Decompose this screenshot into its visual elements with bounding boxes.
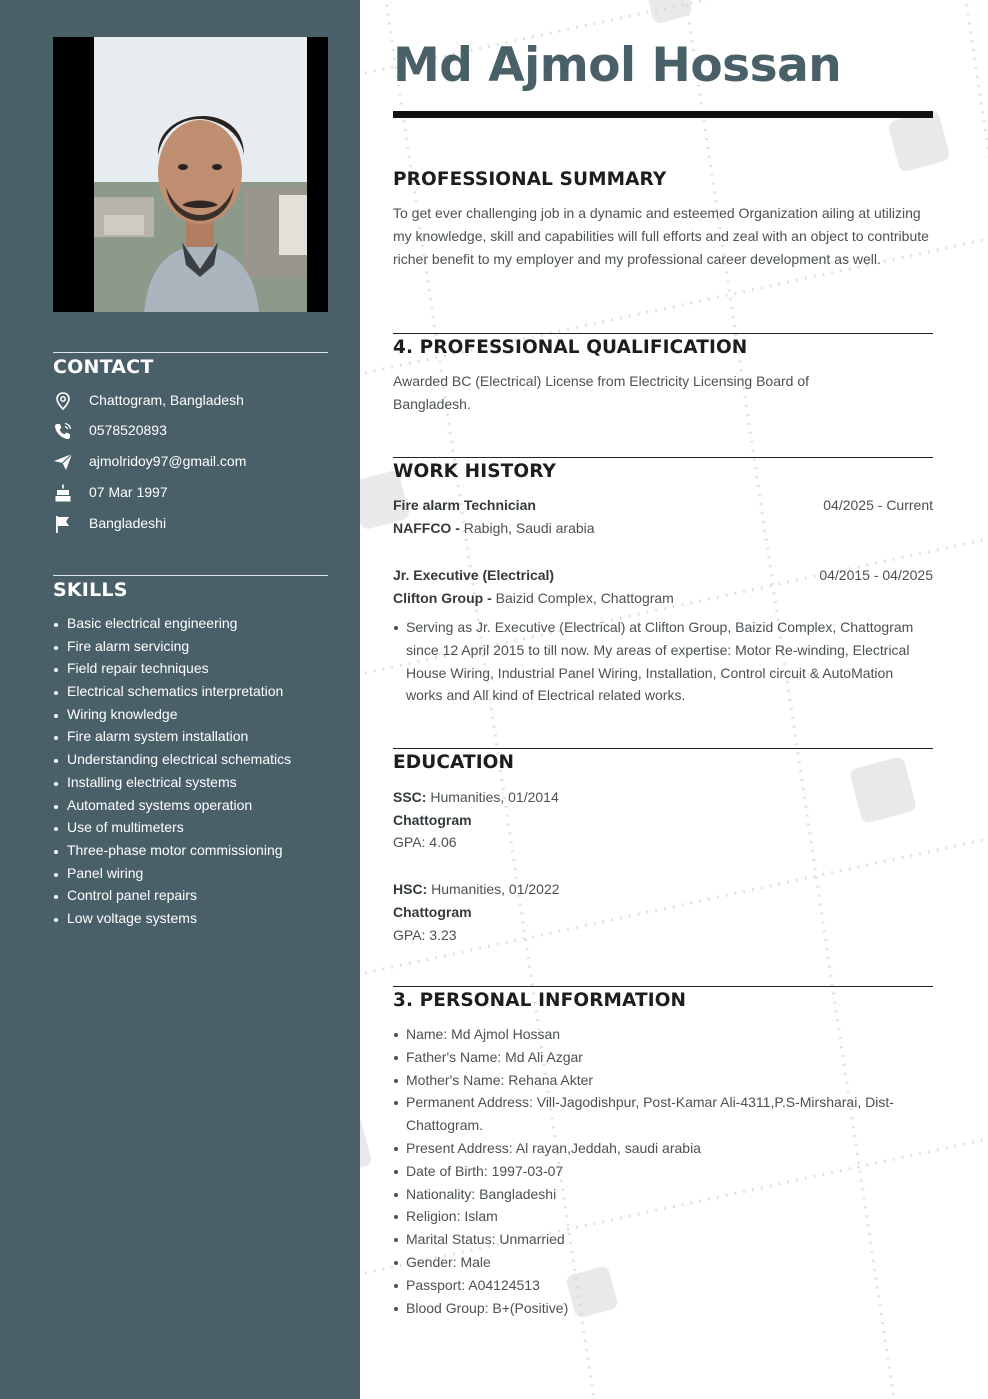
company-name: NAFFCO - bbox=[393, 520, 460, 536]
education-detail: Humanities, 01/2022 bbox=[431, 881, 560, 897]
list-item: Religion: Islam bbox=[393, 1205, 923, 1228]
list-item: Name: Md Ajmol Hossan bbox=[393, 1023, 923, 1046]
list-item: Control panel repairs bbox=[53, 885, 291, 908]
list-item: Gender: Male bbox=[393, 1251, 923, 1274]
skills-divider bbox=[53, 575, 328, 576]
qualification-heading: 4. PROFESSIONAL QUALIFICATION bbox=[393, 337, 748, 358]
education-gpa: GPA: 3.23 bbox=[393, 927, 457, 943]
education-level: HSC: bbox=[393, 881, 428, 897]
contact-birthdate bbox=[53, 482, 333, 504]
list-item: Mother's Name: Rehana Akter bbox=[393, 1069, 923, 1092]
list-item: Permanent Address: Vill-Jagodishpur, Post-Kamar Ali-4311,P.S-Mirsharai, Dist-Chattogram. bbox=[393, 1091, 923, 1137]
job-dates: 04/2015 - 04/2025 bbox=[819, 567, 933, 583]
contact-email bbox=[53, 451, 333, 473]
job-dates: 04/2025 - Current bbox=[823, 497, 933, 513]
education-divider bbox=[393, 748, 933, 749]
list-item: Three-phase motor commissioning bbox=[53, 840, 291, 863]
education-entry bbox=[393, 787, 559, 807]
education-place: Chattogram bbox=[393, 904, 472, 920]
sidebar bbox=[0, 0, 360, 1399]
list-item: Present Address: Al rayan,Jeddah, saudi arabia bbox=[393, 1137, 923, 1160]
contact-email-text: ajmolridoy97@gmail.com bbox=[89, 453, 247, 469]
profile-photo bbox=[53, 37, 328, 312]
qualification-text: Awarded BC (Electrical) License from Electricity Licensing Board of Bangladesh. bbox=[393, 373, 810, 412]
job-title: Jr. Executive (Electrical) bbox=[393, 567, 555, 583]
list-item: Passport: A04124513 bbox=[393, 1274, 923, 1297]
summary-heading: PROFESSIONAL SUMMARY bbox=[393, 169, 667, 190]
summary-text: To get ever challenging job in a dynamic and esteemed Organization ailing at utilizing my knowledge, skill and capabilities will full efforts and zeal with an object to contribute richer benefit to my employer and my professional career development as well. bbox=[393, 205, 929, 267]
skills-list bbox=[53, 613, 291, 931]
list-item: Father's Name: Md Ali Azgar bbox=[393, 1046, 923, 1069]
list-item: Electrical schematics interpretation bbox=[53, 681, 291, 704]
contact-heading: CONTACT bbox=[53, 356, 154, 378]
job-employer bbox=[393, 588, 674, 608]
education-level: SSC: bbox=[393, 789, 427, 805]
contact-nationality-text: Bangladeshi bbox=[89, 515, 167, 531]
qualification-divider bbox=[393, 333, 933, 334]
candidate-name: Md Ajmol Hossan bbox=[393, 38, 842, 93]
contact-divider bbox=[53, 352, 328, 353]
job-title: Fire alarm Technician bbox=[393, 497, 536, 513]
education-entry bbox=[393, 879, 560, 899]
list-item: Installing electrical systems bbox=[53, 772, 291, 795]
list-item: Automated systems operation bbox=[53, 795, 291, 818]
job-employer bbox=[393, 518, 595, 538]
list-item: Field repair techniques bbox=[53, 658, 291, 681]
company-name: Clifton Group - bbox=[393, 590, 492, 606]
education-detail: Humanities, 01/2014 bbox=[430, 789, 559, 805]
list-item: Use of multimeters bbox=[53, 817, 291, 840]
personal-heading: 3. PERSONAL INFORMATION bbox=[393, 990, 687, 1011]
contact-birthdate-text: 07 Mar 1997 bbox=[89, 484, 168, 500]
location-pin-icon bbox=[53, 391, 73, 411]
paper-plane-icon bbox=[53, 452, 73, 472]
work-heading: WORK HISTORY bbox=[393, 461, 557, 482]
contact-phone bbox=[53, 420, 333, 442]
list-item: Serving as Jr. Executive (Electrical) at Clifton Group, Baizid Complex, Chattogram since 12 April 2015 to till now. My areas of expertise: Motor Re-winding, Electrical House Wiring, Industrial Panel Wiring, Installation, Control circuit & AutoMation works and All kind of Electrical related works. bbox=[393, 616, 933, 707]
flag-icon bbox=[53, 514, 73, 534]
education-place: Chattogram bbox=[393, 812, 472, 828]
name-underline bbox=[393, 111, 933, 118]
contact-phone-text: 0578520893 bbox=[89, 422, 167, 438]
list-item: Date of Birth: 1997-03-07 bbox=[393, 1160, 923, 1183]
education-gpa: GPA: 4.06 bbox=[393, 834, 457, 850]
birthday-cake-icon bbox=[53, 483, 73, 503]
personal-info-list bbox=[393, 1023, 923, 1319]
list-item: Marital Status: Unmarried bbox=[393, 1228, 923, 1251]
contact-location bbox=[53, 390, 333, 412]
phone-icon bbox=[53, 421, 73, 441]
personal-divider bbox=[393, 986, 933, 987]
list-item: Basic electrical engineering bbox=[53, 613, 291, 636]
skills-heading: SKILLS bbox=[53, 579, 128, 601]
job-detail-list bbox=[393, 616, 933, 707]
list-item: Panel wiring bbox=[53, 863, 291, 886]
company-location: Rabigh, Saudi arabia bbox=[463, 520, 595, 536]
list-item: Blood Group: B+(Positive) bbox=[393, 1297, 923, 1320]
education-heading: EDUCATION bbox=[393, 752, 515, 773]
list-item: Low voltage systems bbox=[53, 908, 291, 931]
contact-location-text: Chattogram, Bangladesh bbox=[89, 392, 244, 408]
work-divider bbox=[393, 457, 933, 458]
list-item: Nationality: Bangladeshi bbox=[393, 1183, 923, 1206]
list-item: Wiring knowledge bbox=[53, 704, 291, 727]
list-item: Understanding electrical schematics bbox=[53, 749, 291, 772]
portrait-illustration bbox=[94, 37, 307, 312]
contact-nationality bbox=[53, 513, 333, 535]
list-item: Fire alarm servicing bbox=[53, 636, 291, 659]
list-item: Fire alarm system installation bbox=[53, 726, 291, 749]
company-location: Baizid Complex, Chattogram bbox=[495, 590, 674, 606]
